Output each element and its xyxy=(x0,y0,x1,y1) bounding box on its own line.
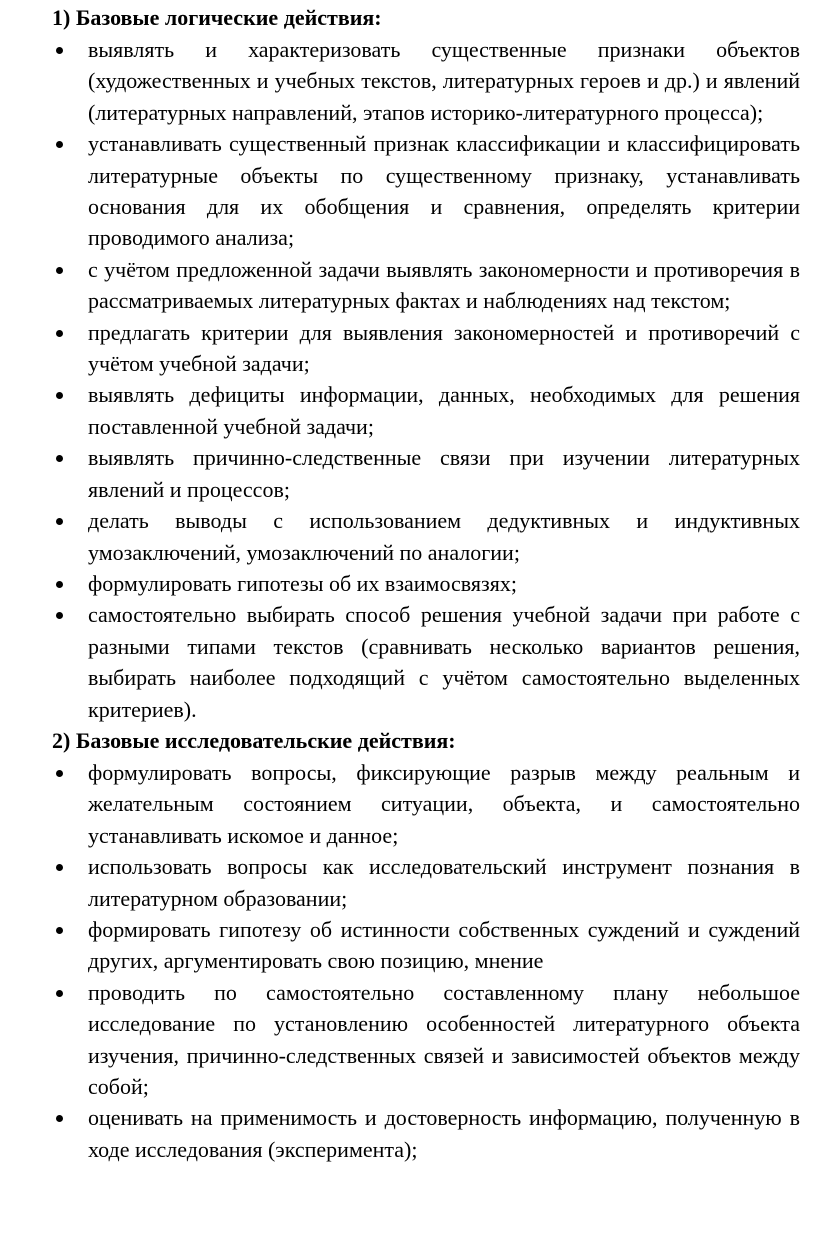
list-item: делать выводы с использованием дедуктивных и индуктивных умозаключений, умозаключений по аналогии; xyxy=(52,505,800,568)
list-item: проводить по самостоятельно составленному плану небольшое исследование по установлению особенностей литературного объекта изучения, причинно-следственных связей и зависимостей объектов между собой; xyxy=(52,977,800,1103)
list-item: самостоятельно выбирать способ решения учебной задачи при работе с разными типами текстов (сравнивать несколько вариантов решения, выбирать наиболее подходящий с учётом самостоятельно выделенных критериев). xyxy=(52,599,800,725)
bullet-icon xyxy=(56,330,63,337)
bullet-icon xyxy=(56,518,63,525)
list-item: выявлять причинно-следственные связи при изучении литературных явлений и процессов; xyxy=(52,442,800,505)
section-heading-research: 2) Базовые исследовательские действия: xyxy=(52,727,456,753)
list-logical-actions xyxy=(52,34,800,725)
bullet-icon xyxy=(56,927,63,934)
bullet-icon xyxy=(56,864,63,871)
bullet-icon xyxy=(56,770,63,777)
bullet-icon xyxy=(56,455,63,462)
list-item: выявлять дефициты информации, данных, необходимых для решения поставленной учебной задачи; xyxy=(52,379,800,442)
section-heading-logical: 1) Базовые логические действия: xyxy=(52,5,382,30)
list-item: устанавливать существенный признак классификации и классифицировать литературные объекты по существенному признаку, устанавливать основания для их обобщения и сравнения, определять критерии проводимого анализа; xyxy=(52,128,800,254)
list-item: с учётом предложенной задачи выявлять закономерности и противоречия в рассматриваемых литературных фактах и наблюдениях над текстом; xyxy=(52,254,800,317)
bullet-icon xyxy=(56,1115,63,1122)
bullet-icon xyxy=(56,267,63,274)
list-item: формулировать вопросы, фиксирующие разрыв между реальным и желательным состоянием ситуации, объекта, и самостоятельно устанавливать искомое и данное; xyxy=(52,757,800,851)
bullet-icon xyxy=(56,612,63,619)
bullet-icon xyxy=(56,392,63,399)
list-item: предлагать критерии для выявления закономерностей и противоречий с учётом учебной задачи; xyxy=(52,317,800,380)
list-item: использовать вопросы как исследовательский инструмент познания в литературном образовании; xyxy=(52,851,800,914)
bullet-icon xyxy=(56,141,63,148)
list-item: формулировать гипотезы об их взаимосвязях; xyxy=(52,568,800,599)
list-item: выявлять и характеризовать существенные признаки объектов (художественных и учебных текстов, литературных героев и др.) и явлений (литературных направлений, этапов историко-литературного процесса); xyxy=(52,34,800,128)
bullet-icon xyxy=(56,990,63,997)
list-item: формировать гипотезу об истинности собственных суждений и суждений других, аргументировать свою позицию, мнение xyxy=(52,914,800,977)
list-item: оценивать на применимость и достоверность информацию, полученную в ходе исследования (эксперимента); xyxy=(52,1102,800,1165)
bullet-icon xyxy=(56,581,63,588)
list-research-actions xyxy=(52,757,800,1165)
bullet-icon xyxy=(56,47,63,54)
document-page xyxy=(0,2,816,1253)
